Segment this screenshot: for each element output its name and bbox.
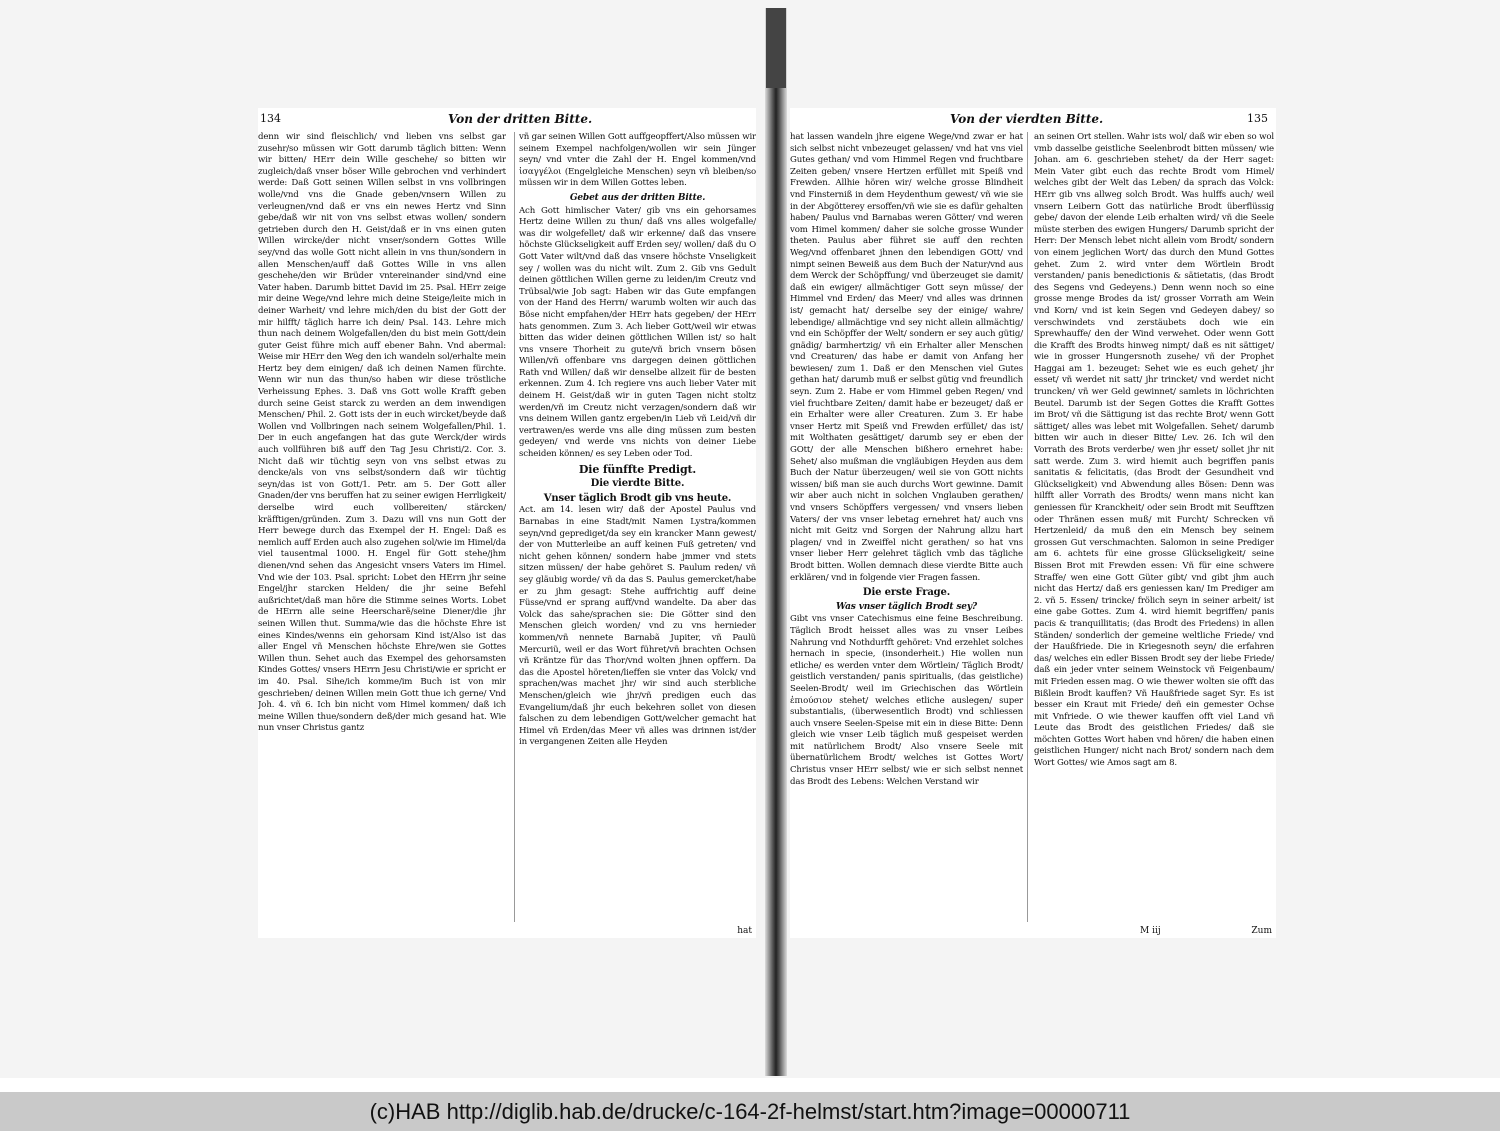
left-column-1 [258, 132, 506, 922]
book-gutter [765, 8, 787, 1076]
petition-heading: Die vierdte Bitte. [590, 478, 685, 490]
left-col1-text: denn wir sind fleischlich/ vnd lieben vns selbst gar zusehr/so müssen wir Gott darumb täglich bitten: Wenn wir bitten/ HErr dein Wille geschehe/ so bitten wir zugleich/daß vnser böser Wille gebrochen vnd verhindert werde: Daß Gott seinen Willen selbst in vns vollbringen wolle/vnd vns die Gnade geben/vnsern Willen zu verleugnen/vnd daß er vns ein newes Hertz vnd Sinn gebe/daß wir nit von vns selbst etwas wollen/ sondern getrieben durch den H. Geist/daß er in vns einen guten Willen wircke/der nicht vnser/sondern Gottes Wille sey/vnd das wolle Gott nicht allein in vns thun/sondern in allen Menschen/auff daß Gottes Wille in vns allen geschehe/den wir Brüder vntereinander sind/vnd eine Vater haben. Darumb bittet David im 25. Psal. HErr zeige mir deine Wege/vnd lehre mich deine Steige/leite mich in deiner Warheit/ vnd lehre mich/den du bist der Gott der mir hilfft/ täglich harre ich dein/ Psal. 143. Lehre mich thun nach deinem Wolgefallen/den du bist mein Gott/dein guter Geist führe mich auff ebener Bahn. Vnd abermal: Weise mir HErr den Weg den ich wandeln sol/erhalte mein Hertz bey dem einigen/ daß ich deinen Namen fürchte. Wenn wir nun das thun/so haben wir diese tröstliche Verheissung Ephes. 3. Daß vns Gott wolle Krafft geben durch seine Geist starck zu werden an dem inwendigen Menschen/ Phil. 2. Gott ists der in euch wircket/beyde daß Wollen vnd Vollbringen nach seinem Wolgefallen/Phil. 1. Der in euch angefangen hat das gute Werck/der wirds auch vollführen biß auff den Tag Jesu Christi/2. Cor. 3. Nicht daß wir tüchtig seyn von vns selbst etwas zu dencke/als von vns selbst/sondern daß wir tüchtig seyn/das ist von Gott/1. Petr. am 5. Der Gott aller Gnaden/der vns beruffen hat zu seiner ewigen Herrligkeit/ derselbe wird euch vollbereiten/ stärcken/ kräfftigen/gründen. Zum 3. Dazu will vns nun Gott der Herr bewege durch das Exempel der H. Engel: Daß es nemlich auff Erden auch also zugehen sol/wie im Himel/da viel tausentmal 1000. H. Engel für Gott stehe/jhm dienen/vnd sehen das Angesicht vnsers Vaters im Himel. Vnd wie der 103. Psal. spricht: Lobet den HErrn jhr seine Engel/jhr starcken Helden/ die jhr seine Befehl außrichtet/daß man höre die Stimme seines Worts. Lobet de HErrn alle seine Heerscharë/seine Diener/die jhr seinen Willen thut. Summa/wie das die höchste Ehre ist eines Kindes/wenns ein gehorsam Kind ist/Also ist das aller Engel vñ Menschen höchste Ehre/wen sie Gottes Willen thun. Sehet auch das Exempel des gehorsamsten Kindes Gottes/ vnsers HErrn Jesu Christi/wie er spricht er im 40. Psal. Sihe/ich komme/im Buch ist von mir geschrieben/ deinen Willen mein Gott thue ich gerne/ Vnd Joh. 4. vñ 6. Ich bin nicht vom Himel kommen/ daß ich meine Willen thue/sondern deß/der mich gesand hat. Wie nun vnser Christus gantz [258, 132, 506, 734]
left-folio: 134 [260, 112, 281, 125]
left-page [258, 108, 756, 938]
left-column-2 [514, 132, 756, 922]
gutter-shadow [766, 8, 786, 88]
right-running-head [790, 112, 1276, 128]
signature-mark: M iij [1140, 926, 1161, 936]
left-catchword: hat [737, 926, 752, 936]
sermon-heading: Die fünffte Predigt. [578, 462, 697, 476]
right-col2-text: an seinen Ort stellen. Wahr ists wol/ daß wir eben so wol vmb dasselbe geistliche Seelenbrodt bitten müssen/ wie Johan. am 6. geschrieben stehet/ da der Herr saget: Mein Vater gibt euch das rechte Brodt vom Himel/ welches gibt der Welt das Leben/ da sprach das Volck: HErr gib vns allweg solch Brodt. Was hulffs auch/ weil vnsern Leibern Gott das natürliche Brodt überflüssig gebe/ davon der elende Leib erhalten wird/ vñ die Seele müste sterben des ewigen Hungers/ Darumb spricht der Herr: Der Mensch lebet nicht allein vom Brodt/ sondern von einem jeglichen Wort/ das durch den Mund Gottes gehet. Zum 2. wird vnter dem Wörtlein Brodt verstanden/ panis benedictionis & sätietatis, (das Brodt des Segens vnd Gedeyens.) Denn wenn noch so eine grosse menge Brodes da ist/ grosser Vorrath am Wein vnd Korn/ vnd ist kein Segen vnd Gedeyen dabey/ so verschwindets vnd zerstäubets doch wie ein Sprewhauffe/ den der Wind verwehet. Oder wenn Gott die Krafft des Brodts hinweg nimpt/ daß es nit sättiget/ wie in grosser Hungersnoth zusehe/ vñ der Prophet Haggai am 1. bezeuget: Sehet wie es euch gehet/ jhr esset/ vñ werdet nit satt/ jhr trincket/ vnd werdet nicht truncken/ vñ wer Geld gewinnet/ samlets in löchrichten Beutel. Darumb ist der Segen Gottes die Krafft Gottes im Brot/ vñ die Sättigung ist das rechte Brot/ wenn Gott sättiget/ alles was lebet mit Wolgefallen. Sehet/ darumb bitten wir auch in dieser Bitte/ Lev. 26. Ich wil den Vorrath des Brots verderbe/ wen jhr esset/ sollet jhr nit satt werde. Zum 3. wird hiemit auch begriffen panis sanitatis & felicitatis, (das Brodt der Gesundheit vnd Glückseligkeit) vnd Abwendung alles Bösen: Denn was hilfft aller Vorrath des Brodts/ wenn mans nicht kan geniessen für Kranckheit/ oder sein Brodt mit Seufftzen oder Thränen essen muß/ mit Furcht/ Schrecken vñ Hertzenleid/ da muß den ein Mensch bey seinem grossen Gut verschmachten. Salomon in seine Prediger am 6. achtets für eine grosse Glückseligkeit/ seine Bissen Brot mit Frewden essen: Vñ für eine schwere Straffe/ wen eine Gott Güter gibt/ vnd gibt jhm auch nicht das Hertz/ daß ers geniessen kan/ Im Prediger am 2. vñ 5. Essen/ trincke/ frölich seyn in seiner arbeit/ ist eine gabe Gottes. Zum 4. wird hiemit begriffen/ panis pacis & tranquillitatis; (das Brodt des Friedens) in allen Ständen/ sonderlich der gemeine weltliche Friede/ vnd der Haußfriede. Die in Kriegesnoth seyn/ die erfahren das/ welches ein edler Bissen Brodt sey der liebe Friede/ daß ein jeder vnter seinem Weinstock vñ Feigenbaum/ mit Frieden essen mag. O wie thewer wolten sie offt das Bißlein Brodt kauffen? Vñ Haußfriede saget Syr. Es ist besser ein Kraut mit Friede/ deñ ein gemester Ochse mit Vnfriede. O wie thewer kauffen offt viel Land vñ Leute das Brodt des geistlichen Friedes/ daß sie möchten Gottes Wort haben vnd hören/ die haben einen geistlichen Hunger/ nicht nach Brot/ sondern nach dem Wort Gottes/ wie Amos sagt am 8. [1034, 132, 1274, 769]
right-page-title: Von der vierdten Bitte. [950, 112, 1104, 126]
prayer-heading: Gebet aus der dritten Bitte. [569, 192, 706, 203]
question-text: Was vnser täglich Brodt sey? [835, 601, 978, 612]
right-col1-text-a: hat lassen wandeln jhre eigene Wege/vnd zwar er hat sich selbst nicht vnbezeuget gelassen/ vnd hat vns viel Gutes gethan/ vnd vom Himmel Regen vnd fruchtbare Zeiten geben/ vnsere Hertzen erfüllet mit Speiß vnd Frewden. Allhie hören wir/ welche grosse Blindheit vnd Finsterniß in dem Heydenthum gewest/ vñ wie sie in der Abgötterey ersoffen/vñ wie sie es dafür gehalten haben/ Paulus vnd Barnabas weren Götter/ vnd weren vom Himel kommen/ daher sie solche grosse Wunder theten. Paulus aber führet sie auff den rechten Weg/vnd offenbaret jhnen den lebendigen GOtt/ vnd nimpt seinen Beweiß aus dem Buch der Natur/vnd aus dem Werck der Schöpffung/ vnd überzeuget sie damit/ daß ein ewiger/ allmächtiger Gott seyn müsse/ der Himmel vnd Erden/ das Meer/ vnd alles was drinnen ist/ gemacht hat/ derselbe sey der einige/ wahre/ lebendige/ allmächtige vnd sey nicht allein allmächtig/ vnd ein Schöpffer der Welt/ sondern er sey auch gütig/ gnädig/ barmhertzig/ vñ ein Erhalter aller Menschen vnd Creaturen/ das habe er damit von Anfang her bewiesen/ zum 1. Daß er den Menschen viel Gutes gethan hat/ darumb muß er selbst gütig vnd freundlich seyn. Zum 2. Habe er vom Himmel geben Regen/ vnd viel fruchtbare Zeiten/ damit habe er bezeuget/ daß er ein Erhalter were aller Creaturen. Zum 3. Er habe vnser Hertz mit Speiß vnd Frewden erfüllet/ das ist/ mit Wolthaten gesättiget/ darumb sey er eben der GOtt/ der alle Menschen bißhero ernehret habe: Sehet/ also mußman die vngläubigen Heyden aus dem Buch der Natur überzeugen/ weil sie von GOtt nichts wissen/ biß man sie auch durchs Wort gewinne. Damit wir aber auch nicht in solchen Vnglauben gerathen/ vnd vnsers Schöpffers vergessen/ vnd vnsers lieben Vaters/ der vns vnser lebetag ernehret hat/ auch vns nicht mit Geitz vnd Sorgen der Nahrung allzu hart plagen/ vnd in Zweiffel nicht gerathen/ so hat vns vnser lieber Herr gelehret täglich vmb das tägliche Brodt bitten. Wollen demnach diese vierdte Bitte auch erklären/ vnd in folgende vier Fragen fassen. [790, 132, 1023, 583]
prayer-text: Ach Gott himlischer Vater/ gib vns ein gehorsames Hertz deine Willen zu thun/ daß vns alles wolgefalle/ was dir wolgefellet/ daß wir erkenne/ daß das vnsere höchste Glückseligkeit auff Erden sey/ wollen/ daß du O Gott Vater wilt/vnd daß das vnsere höchste Vnseligkeit sey / wollen was du nicht wilt. Zum 2. Gib vns Gedult deinen göttlichen Willen gerne zu leiden/im Creutz vnd Trübsal/wie Job sagt: Haben wir das Gute empfangen von der Hand des Herrn/ warumb wolten wir auch das Böse nicht empfahen/der HErr hats gegeben/ der HErr hats genommen. Zum 3. Ach lieber Gott/weil wir etwas bitten das wider deinen göttlichen Willen ist/ so halt vns vnsere Thorheit zu gute/vñ brich vnsern bösen Willen/vñ offenbare vns dargegen deinen göttlichen Rath vnd Willen/ daß wir denselbe allzeit für de besten erkennen. Zum 4. Ich regiere vns auch lieber Vater mit deinem H. Geist/daß wir in guten Tagen nicht stoltz werden/vñ im Creutz nicht verzagen/sondern daß wir vns deinem Willen gantz ergeben/in Lieb vñ Leid/vñ dir vertrawen/es werde vns alle ding müssen zum besten gedeyen/ vnd werde vns nichts von deiner Liebe scheiden können/ es sey Leben oder Tod. [519, 205, 756, 460]
right-folio: 135 [1247, 112, 1268, 125]
copyright-footer: (c)HAB http://diglib.hab.de/drucke/c-164-2f-helmst/start.htm?image=00000711 [0, 1092, 1500, 1131]
sermon-text: Act. am 14. lesen wir/ daß der Apostel Paulus vnd Barnabas in eine Stadt/mit Namen Lystra/kommen seyn/vnd geprediget/da sey ein krancker Mann gewest/ der von Mutterleibe an auff keinen Fuß getreten/ vnd nicht gehen können/ sondern habe jmmer vnd stets sitzen müssen/ der habe gehöret S. Paulum reden/ vñ sey gläubig worde/ vñ da das S. Paulus gemercket/habe er zu jhm gesagt: Stehe auffrichtig auff deine Füsse/vnd er sprang auff/vnd wandelte. Da aber das Volck das sahe/sprachen sie: Die Götter sind den Menschen gleich worden/ vnd zu vns hernieder kommen/vñ nennete Barnabã Jupiter, vñ Paulũ Mercuriũ, weil er das Wort führet/vñ brachten Ochsen vñ Kräntze für das Thor/vnd wolten jhnen opffern. Da das die Apostel höreten/lieffen sie vnter das Volck/ vnd sprachen/was machet jhr/ wir sind auch sterbliche Menschen/gleich wie jhr/vñ predigen euch das Evangelium/daß jhr euch bekehren sollet von diesen falschen zu dem lebendigen Gott/welcher gemacht hat Himel vñ Erden/das Meer vñ alles was drinnen ist/der in vergangenen Zeiten alle Heyden [519, 505, 756, 748]
right-page [790, 108, 1276, 938]
right-col1-text-b: Gibt vns vnser Catechismus eine feine Beschreibung. Täglich Brodt heisset alles was zu vnser Leibes Nahrung vnd Nothdurfft gehöret: Vnd erzehlet solches hernach in specie, (insonderheit.) Hie wollen nun etliche/ es werden vnter dem Wörtlein/ Täglich Brodt/ geistlich verstanden/ panis spiritualis, (das geistliche) Seelen-Brodt/ weil im Griechischen das Wörtlein ἐπιούσιον stehet/ welches etliche auslegen/ super substantialis, (überwesentlich Brodt) vnd schliessen auch vnsere Seelen-Speise mit ein in diese Bitte: Denn gleich wie vnser Leib täglich muß gespeiset werden mit natürlichem Brodt/ Also vnsere Seele mit übernatürlichem Brodt/ welches ist Gottes Wort/ Christus vnser HErr selbst/ wie er sich selbst nennet das Brodt des Lebens: Welchen Verstand wir [790, 614, 1023, 787]
left-running-head [258, 112, 756, 128]
right-column-1 [790, 132, 1028, 922]
left-col2-text-a: vñ gar seinen Willen Gott auffgeopffert/Also müssen wir seinem Exempel nachfolgen/wollen wir sein Jünger seyn/ vnd vnter die Zahl der H. Engel kommen/vnd ἰσαγγέλοι (Engelgleiche Menschen) seyn vñ bleiben/so müssen wir in dem Willen Gottes leben. [519, 132, 756, 189]
left-page-title: Von der dritten Bitte. [448, 112, 593, 126]
right-catchword: Zum [1251, 926, 1272, 936]
question-heading: Die erste Frage. [862, 587, 951, 599]
right-column-2 [1034, 132, 1274, 922]
petition-text-heading: Vnser täglich Brodt gib vns heute. [543, 492, 732, 504]
